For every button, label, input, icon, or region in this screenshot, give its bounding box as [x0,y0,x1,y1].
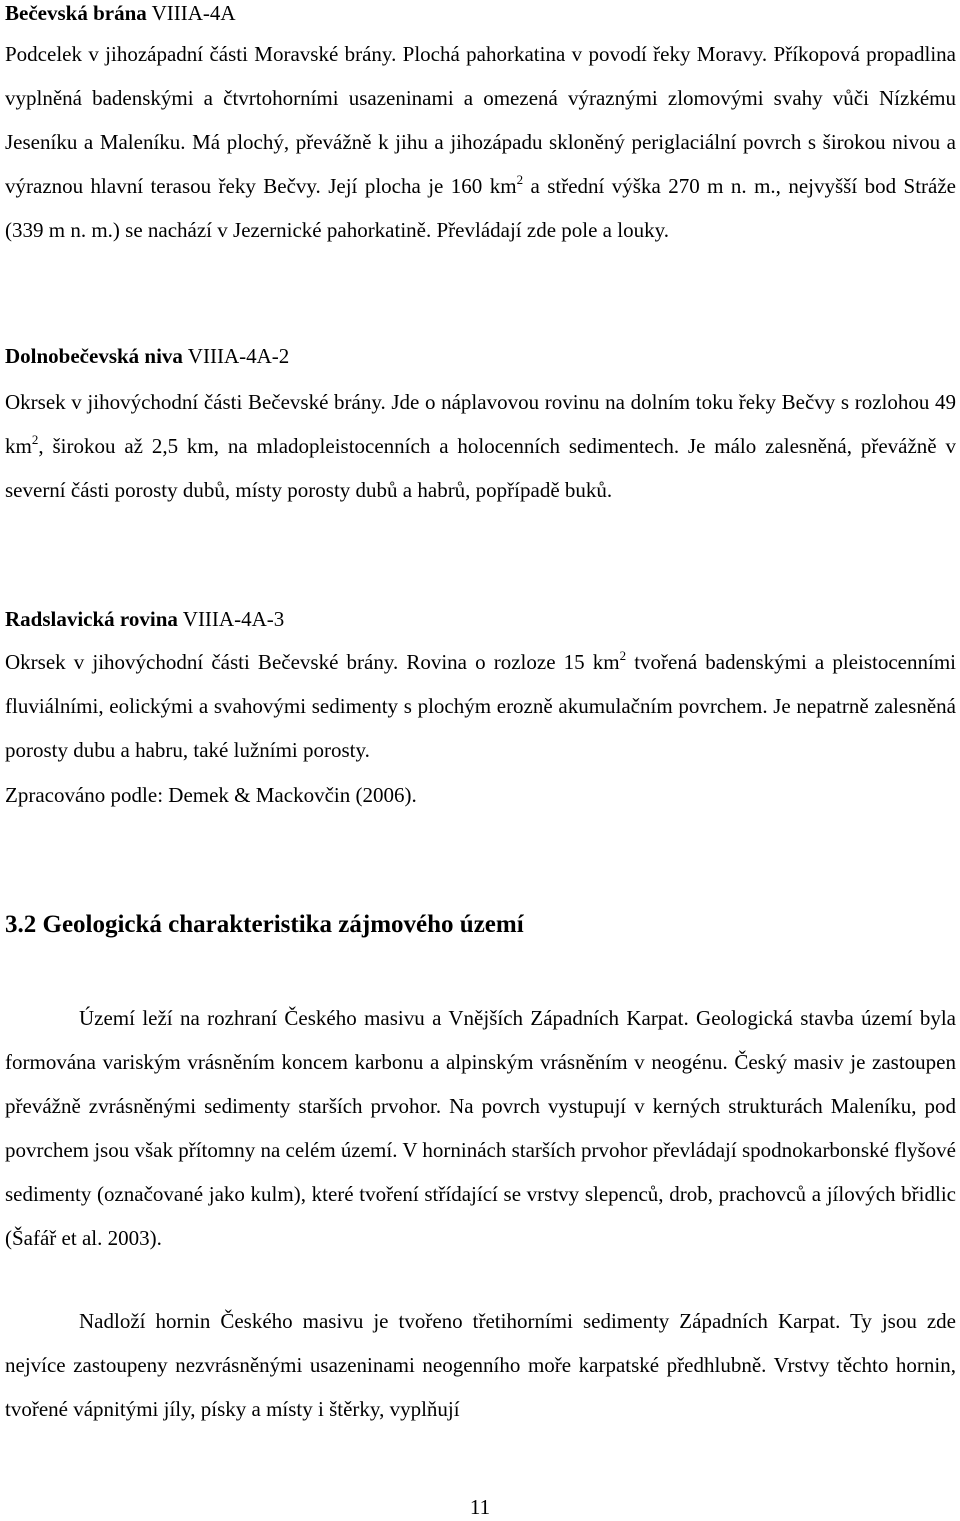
superscript: 2 [619,648,627,663]
section-heading [5,341,956,371]
superscript: 2 [31,432,39,447]
section-paragraph [5,380,956,512]
paragraph-text: Okrsek v jihovýchodní části Bečevské brány. Jde o náplavovou rovinu na dolním toku řeky Bečvy s rozlohou 49 km [5,390,956,458]
section-code: VIIIA-4A-2 [182,344,290,368]
section-code: VIIIA-4A-3 [177,607,285,631]
source-note: Zpracováno podle: Demek & Mackovčin (2006). [5,783,417,807]
page-number: 11 [469,1495,491,1519]
paragraph-text: , širokou až 2,5 km, na mladopleistocenních a holocenních sedimentech. Je málo zalesněná, převážně v severní části porosty dubů, místy porosty dubů a habrů, popřípadě buků. [5,434,956,502]
section-code: VIIIA-4A [146,1,236,25]
section-title: Dolnobečevská niva [5,344,183,368]
geology-paragraph: Území leží na rozhraní Českého masivu a Vnějších Západních Karpat. Geologická stavba území byla formována variským vrásněním koncem karbonu a alpinským vrásněním v neogénu. Český masiv je zastoupen převážně zvrásněnými sedimenty starších prvohor. Na povrch vystupují v kerných strukturách Maleníku, pod povrchem jsou však přítomny na celém území. V horninách starších prvohor převládají spodnokarbonské flyšové sedimenty (označované jako kulm), které tvoření střídající se vrstvy slepenců, drob, prachovců a jílových břidlic (Šafář et al. 2003). [5,1006,956,1250]
section-heading [5,0,956,28]
paragraph-text: tvořená badenskými a pleistocenními fluviálními, eolickými a svahovými sedimenty s plochým erozně akumulačním povrchem. Je nepatrně zalesněná porosty dubu a habru, také lužními porosty. [5,650,956,762]
paragraph-text: Okrsek v jihovýchodní části Bečevské brány. Rovina o rozloze 15 km [5,650,620,674]
paragraph-text: Podcelek v jihozápadní části Moravské brány. Plochá pahorkatina v povodí řeky Moravy. Příkopová propadlina vyplněná badenskými a čtvrtohorními usazeninami a omezená výraznými zlomovými svahy vůči Nízkému Jeseníku a Maleníku. Má plochý, převážně k jihu a jihozápadu skloněný periglaciální povrch s širokou nivou a výraznou hlavní terasou řeky Bečvy. Její plocha je 160 km [5,42,956,198]
section-heading [5,604,956,634]
section-title: Bečevská brána [5,1,147,25]
section-paragraph [5,32,956,252]
section-title: Radslavická rovina [5,607,178,631]
chapter-heading: 3.2 Geologická charakteristika zájmového území [5,911,524,938]
section-paragraph [5,640,956,772]
superscript: 2 [516,172,524,187]
paragraph-text: a střední výška 270 m n. m., nejvyšší bod Stráže (339 m n. m.) se nachází v Jezernické pahorkatině. Převládají zde pole a louky. [5,174,956,242]
geology-paragraph: Nadloží hornin Českého masivu je tvořeno třetihorními sedimenty Západních Karpat. Ty jsou zde nejvíce zastoupeny nezvrásněnými usazeninami neogenního moře karpatské předhlubně. Vrstvy těchto hornin, tvořené vápnitými jíly, písky a místy i štěrky, vyplňují [5,1309,956,1421]
